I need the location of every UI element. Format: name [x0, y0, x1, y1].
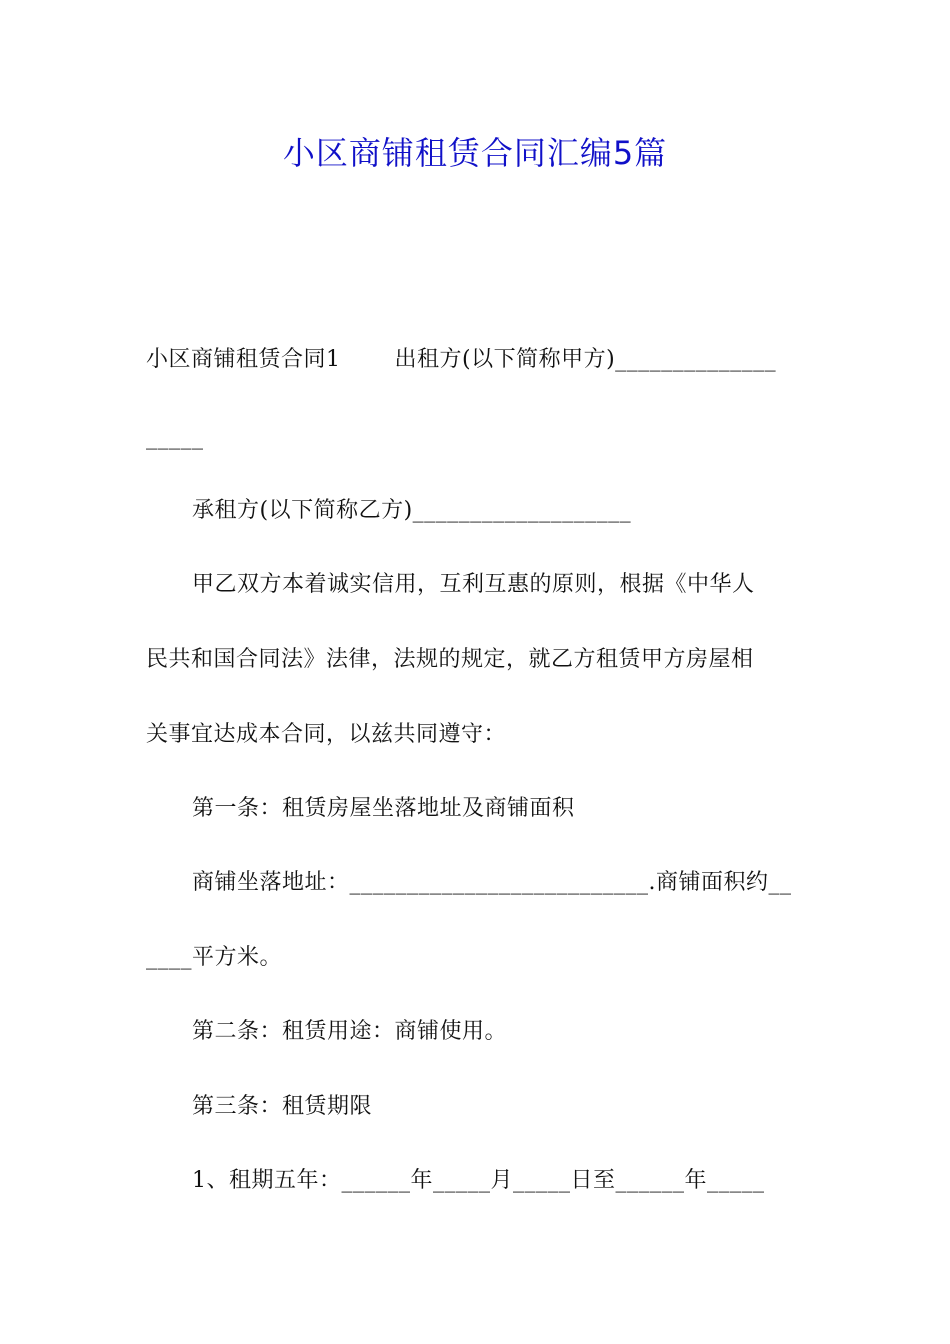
lessor-field: 出租方(以下简称甲方)______________ [394, 347, 777, 372]
article-2-heading: 第二条：租赁用途：商铺使用。 [192, 1019, 508, 1044]
shop-area-field: ____平方米。 [146, 945, 283, 970]
paragraph-line: 关事宜达成本合同，以兹共同遵守： [146, 722, 507, 747]
article-1-heading: 第一条：租赁房屋坐落地址及商铺面积 [192, 796, 575, 821]
article-3-heading: 第三条：租赁期限 [192, 1094, 373, 1119]
lessee-field: 承租方(以下简称乙方)___________________ [192, 498, 632, 523]
document-title: 小区商铺租赁合同汇编5篇 [282, 134, 668, 172]
contract-header-line [146, 343, 776, 377]
lease-term-field: 1、租期五年：______年_____月_____日至______年_____ [192, 1168, 765, 1193]
contract-number-label: 小区商铺租赁合同1 [146, 347, 341, 372]
paragraph-line: 民共和国合同法》法律，法规的规定，就乙方租赁甲方房屋相 [146, 647, 754, 672]
paragraph-line: 甲乙双方本着诚实信用，互利互惠的原则，根据《中华人 [192, 572, 755, 597]
lessor-field-continuation: _____ [146, 425, 204, 450]
shop-address-field: 商铺坐落地址：__________________________.商铺面积约__ [192, 870, 792, 895]
